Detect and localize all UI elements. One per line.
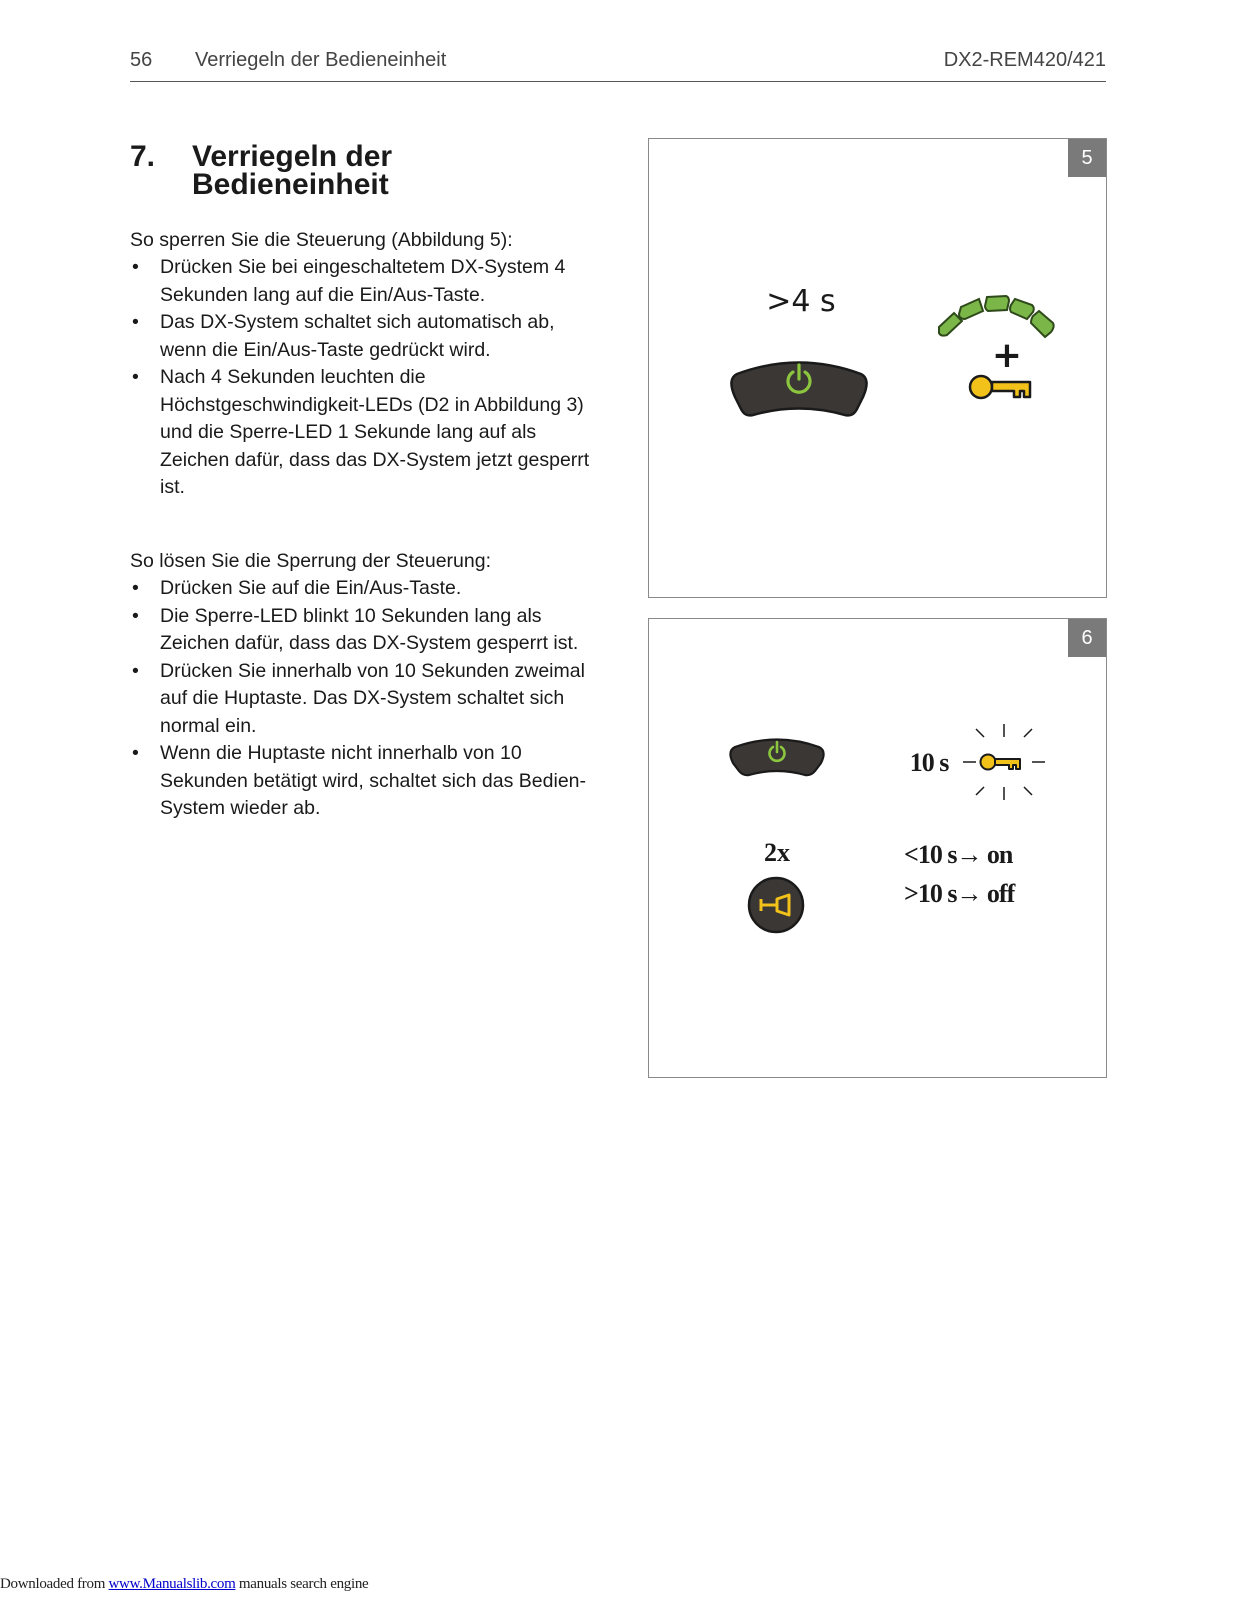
power-button [730,740,823,776]
figure-6-illustration [649,619,1106,1077]
key-icon [970,376,1030,398]
unlock-steps [130,575,600,823]
power-button [731,363,866,416]
page-number: 56 [130,49,153,71]
list-item: • Drücken Sie innerhalb von 10 Sekunden zweimal auf die Huptaste. Das DX-System schaltet sich normal ein. [130,658,600,741]
press-count-label: 2x [764,838,790,867]
plus-sign: + [991,335,1023,376]
speed-led [985,296,1009,311]
page-header [130,49,1106,82]
figure-number-tag: 5 [1068,139,1106,177]
lock-steps [130,254,600,502]
manualslib-link[interactable]: www.Manualslib.com [108,1576,236,1592]
list-item: • Das DX-System schaltet sich automatisch ab, wenn die Ein/Aus-Taste gedrückt wird. [130,309,600,364]
blink-time-label: 10 s [909,748,949,777]
list-item: • Die Sperre-LED blinkt 10 Sekunden lang als Zeichen dafür, dass das DX-System gesperrt ist. [130,603,600,658]
figure-5-illustration [649,139,1106,597]
figure-6 [648,618,1107,1078]
figure-5 [648,138,1107,598]
horn-button [749,878,803,932]
chapter-title: Verriegeln der Bedieneinheit [192,140,393,201]
list-item: • Drücken Sie bei eingeschaltetem DX-System 4 Sekunden lang auf die Ein/Aus-Taste. [130,254,600,309]
speed-led [1010,299,1034,319]
footer-prefix: Downloaded from [0,1576,109,1592]
chapter-number: 7. [130,140,156,173]
speed-led-arc [939,296,1054,337]
download-footer [0,1576,368,1593]
model-name: DX2-REM420/421 [943,49,1106,71]
unlock-intro: So lösen Sie die Sperrung der Steuerung: [130,550,491,572]
list-item: • Drücken Sie auf die Ein/Aus-Taste. [130,575,600,603]
list-item: • Wenn die Huptaste nicht innerhalb von 10 Sekunden betätigt wird, schaltet sich das Bedien-System wieder ab. [130,740,600,823]
rule-on-label: <10 s→ on [904,840,1013,869]
footer-suffix: manuals search engine [235,1576,369,1592]
list-item: • Nach 4 Sekunden leuchten die Höchstgeschwindigkeit-LEDs (D2 in Abbildung 3) und die Sperre-LED 1 Sekunde lang auf als Zeichen dafür, dass das DX-System jetzt gesperrt ist. [130,364,600,502]
lock-intro: So sperren Sie die Steuerung (Abbildung 5): [130,229,513,251]
blinking-key-icon [963,724,1045,800]
speed-led [1031,311,1054,337]
running-title: Verriegeln der Bedieneinheit [195,49,447,71]
rule-off-label: >10 s→ off [904,879,1015,908]
figure-number-tag: 6 [1068,619,1106,657]
speed-led [959,299,983,319]
press-time-label: >4 s [766,284,836,319]
